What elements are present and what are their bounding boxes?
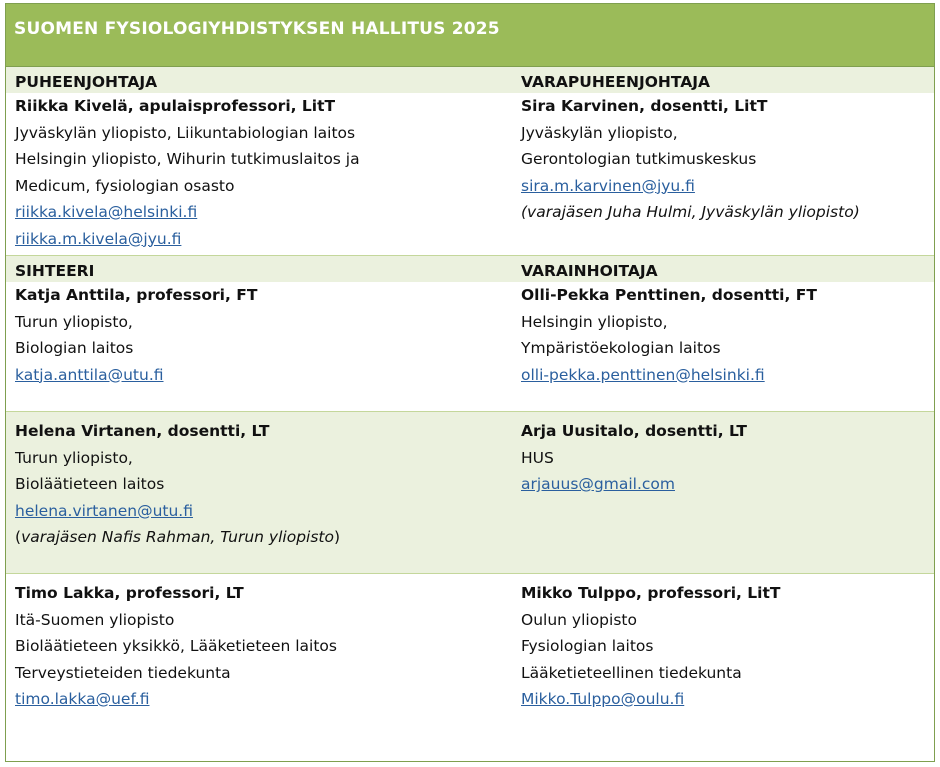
member-name: Olli-Pekka Penttinen, dosentti, FT — [521, 286, 817, 304]
affiliation-line: Jyväskylän yliopisto, — [521, 123, 678, 142]
board-document — [5, 3, 935, 762]
affiliation-line: Lääketieteellinen tiedekunta — [521, 663, 742, 682]
member-row-4 — [6, 574, 934, 729]
affiliation-line: Turun yliopisto, — [15, 312, 133, 331]
affiliation-line: Jyväskylän yliopisto, Liikuntabiologian laitos — [15, 123, 356, 142]
email-link[interactable]: riikka.m.kivela@jyu.fi — [15, 229, 182, 248]
member-name: Katja Anttila, professori, FT — [15, 286, 258, 304]
document-title: SUOMEN FYSIOLOGIYHDISTYKSEN HALLITUS 2025 — [14, 19, 500, 39]
role-header-row-2 — [6, 256, 934, 282]
email-link[interactable]: timo.lakka@uef.fi — [15, 690, 150, 708]
member-name: Mikko Tulppo, professori, LitT — [521, 584, 781, 602]
affiliation-line: Bioläätieteen yksikkö, Lääketieteen laitos — [15, 637, 337, 655]
email-link[interactable]: katja.anttila@utu.fi — [15, 365, 164, 384]
affiliation-line: Helsingin yliopisto, — [521, 312, 668, 331]
member-card-treasurer — [512, 282, 934, 411]
member-name: Timo Lakka, professori, LT — [15, 584, 244, 602]
member-row-2 — [6, 282, 934, 412]
role-vice-chair: VARAPUHEENJOHTAJA — [521, 73, 710, 91]
member-card-lakka — [6, 580, 512, 729]
member-card-tulppo — [512, 580, 934, 729]
affiliation-line: Fysiologian laitos — [521, 637, 654, 655]
member-name: Sira Karvinen, dosentti, LitT — [521, 97, 768, 115]
role-cell-chair — [6, 67, 512, 93]
role-cell-treasurer — [512, 256, 934, 282]
affiliation-line: Gerontologian tutkimuskeskus — [521, 150, 757, 168]
affiliation-line: Terveystieteiden tiedekunta — [15, 663, 231, 682]
deputy-note: (varajäsen Nafis Rahman, Turun yliopisto) — [15, 528, 341, 546]
affiliation-line: Helsingin yliopisto, Wihurin tutkimuslaitos ja — [15, 150, 360, 168]
member-card-virtanen — [6, 418, 512, 573]
affiliation-line: Biologian laitos — [15, 339, 134, 357]
role-chair: PUHEENJOHTAJA — [15, 73, 158, 91]
deputy-note: (varajäsen Juha Hulmi, Jyväskylän yliopisto) — [521, 203, 860, 221]
member-card-secretary — [6, 282, 512, 411]
member-card-vice-chair — [512, 93, 934, 255]
affiliation-line: HUS — [521, 448, 554, 467]
role-cell-secretary — [6, 256, 512, 282]
role-cell-vice-chair — [512, 67, 934, 93]
role-header-row-1 — [6, 67, 934, 93]
member-name: Riikka Kivelä, apulaisprofessori, LitT — [15, 97, 336, 115]
title-bar — [6, 4, 934, 67]
affiliation-line: Bioläätieteen laitos — [15, 475, 165, 493]
email-link[interactable]: arjauus@gmail.com — [521, 475, 675, 493]
email-link[interactable]: helena.virtanen@utu.fi — [15, 501, 193, 520]
member-name: Helena Virtanen, dosentti, LT — [15, 422, 270, 440]
role-treasurer: VARAINHOITAJA — [521, 262, 658, 280]
affiliation-line: Itä-Suomen yliopisto — [15, 610, 175, 629]
email-link[interactable]: Mikko.Tulppo@oulu.fi — [521, 690, 685, 708]
member-card-uusitalo — [512, 418, 934, 573]
affiliation-line: Ympäristöekologian laitos — [521, 339, 721, 357]
affiliation-line: Medicum, fysiologian osasto — [15, 176, 235, 195]
member-row-3 — [6, 412, 934, 574]
member-card-chair — [6, 93, 512, 255]
role-secretary: SIHTEERI — [15, 262, 95, 280]
email-link[interactable]: sira.m.karvinen@jyu.fi — [521, 176, 695, 195]
affiliation-line: Oulun yliopisto — [521, 610, 637, 629]
email-link[interactable]: riikka.kivela@helsinki.fi — [15, 203, 198, 221]
affiliation-line: Turun yliopisto, — [15, 448, 133, 467]
member-name: Arja Uusitalo, dosentti, LT — [521, 422, 747, 440]
member-row-1 — [6, 93, 934, 256]
email-link[interactable]: olli-pekka.penttinen@helsinki.fi — [521, 365, 765, 384]
